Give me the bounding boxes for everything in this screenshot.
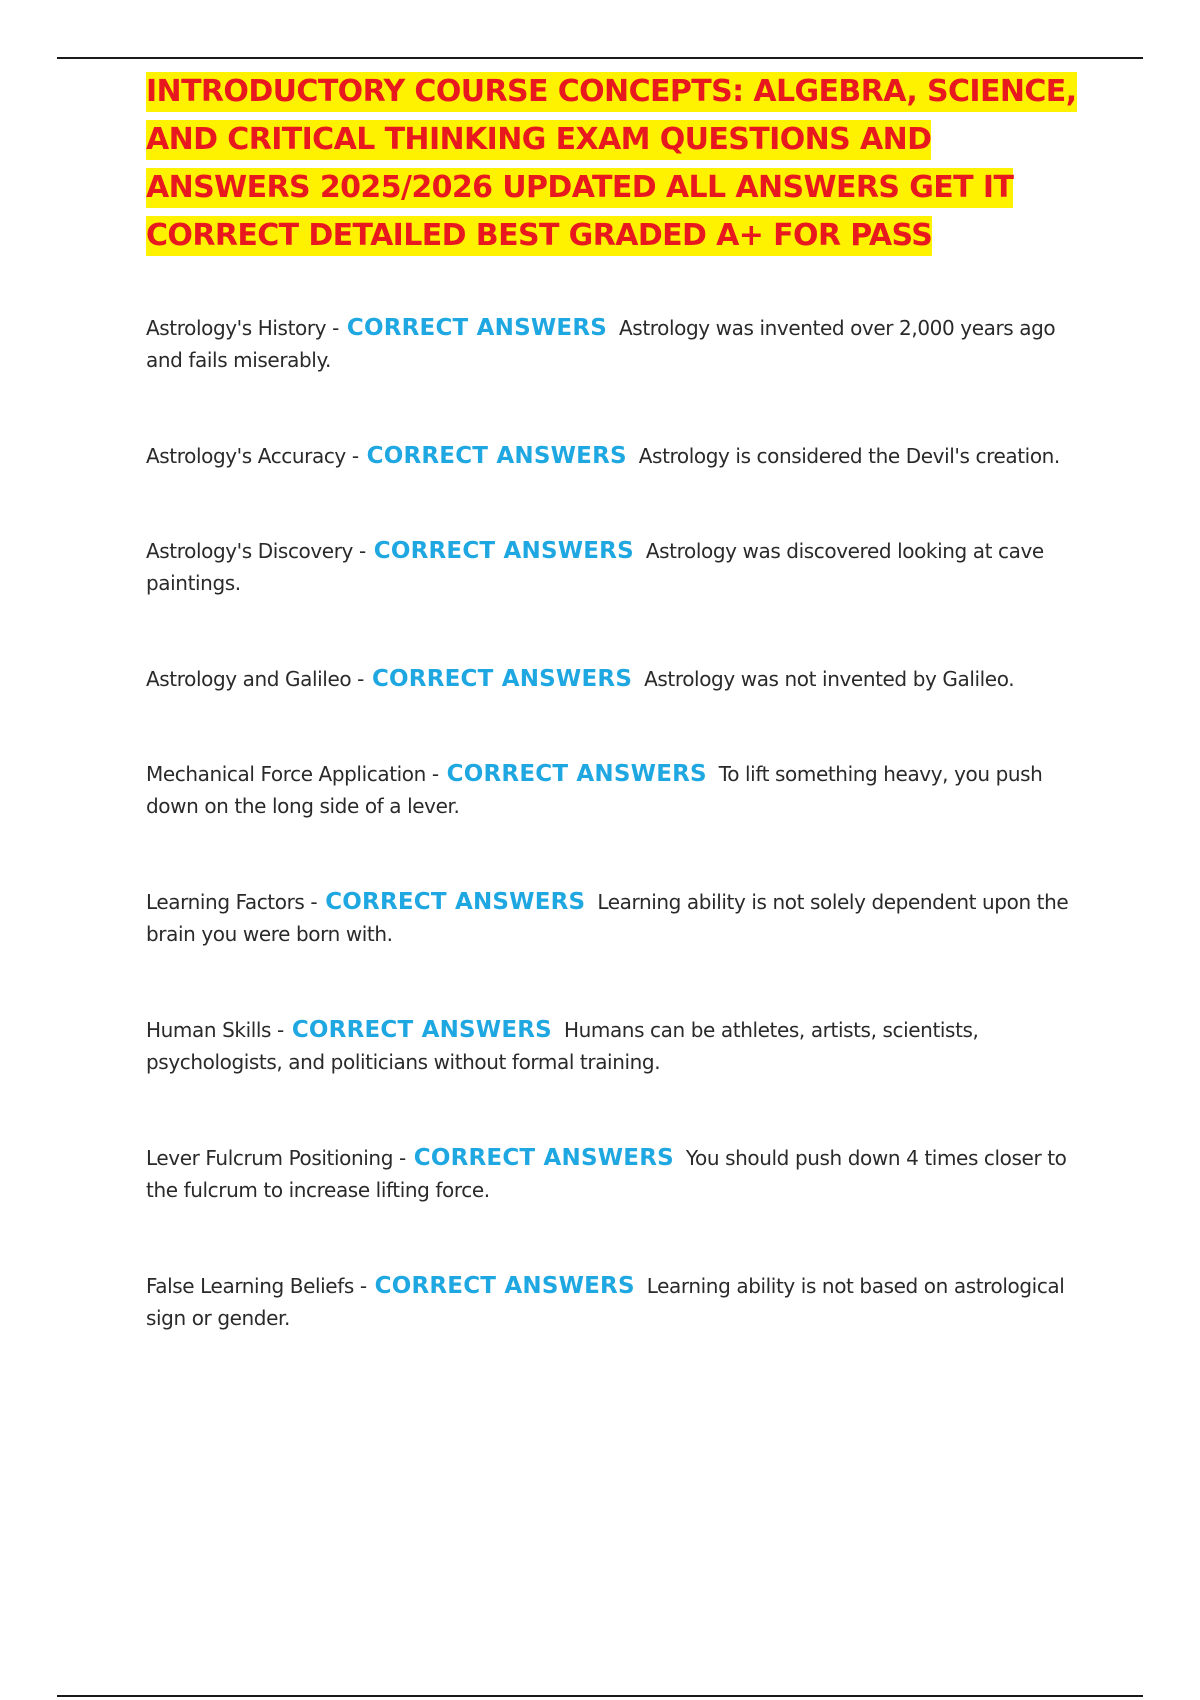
correct-answers-tag: CORRECT ANSWERS [325,889,586,915]
qa-separator: - [358,539,366,563]
top-rule [57,57,1143,59]
qa-separator: - [351,444,359,468]
qa-term: Astrology's Accuracy [146,444,346,468]
correct-answers-tag: CORRECT ANSWERS [346,315,608,341]
qa-item [146,440,1096,472]
qa-list [146,312,1096,1334]
qa-answer: Astrology is considered the Devil's creation. [638,444,1060,468]
qa-term: Human Skills [146,1018,272,1042]
qa-item [146,1142,1096,1206]
qa-term: Astrology and Galileo [146,667,352,691]
correct-answers-tag: CORRECT ANSWERS [446,761,707,787]
qa-term: False Learning Beliefs [146,1274,354,1298]
correct-answers-tag: CORRECT ANSWERS [413,1145,674,1171]
qa-term: Learning Factors [146,890,305,914]
qa-separator: - [332,316,339,340]
qa-item [146,1014,1096,1078]
qa-item [146,1270,1096,1334]
correct-answers-tag: CORRECT ANSWERS [373,538,634,564]
document-title-text: INTRODUCTORY COURSE CONCEPTS: ALGEBRA, SCIENCE, AND CRITICAL THINKING EXAM QUESTIONS AND ANSWERS 2025/2026 UPDATED ALL ANSWERS GET IT CORRECT DETAILED BEST GRADED A+ FOR PASS [146,72,1077,256]
qa-answer: Humans can be athletes, artists, scientists, psychologists, and politicians without formal training. [146,1018,979,1074]
qa-item [146,663,1096,695]
bottom-rule [57,1695,1143,1697]
correct-answers-tag: CORRECT ANSWERS [366,443,627,469]
qa-answer: To lift something heavy, you push down on the long side of a lever. [146,762,1043,818]
correct-answers-tag: CORRECT ANSWERS [291,1017,552,1043]
qa-answer: Astrology was not invented by Galileo. [644,667,1015,691]
qa-term: Astrology's History [146,316,327,340]
document-title [146,68,1096,260]
qa-separator: - [398,1146,406,1170]
qa-answer: Astrology was discovered looking at cave paintings. [146,539,1044,595]
qa-separator: - [431,762,439,786]
qa-item [146,535,1096,599]
qa-answer: Learning ability is not based on astrological sign or gender. [146,1274,1065,1330]
qa-answer: Learning ability is not solely dependent upon the brain you were born with. [146,890,1069,946]
qa-term: Lever Fulcrum Positioning [146,1146,393,1170]
qa-term: Mechanical Force Application [146,762,426,786]
qa-answer: Astrology was invented over 2,000 years ago and fails miserably. [146,316,1056,372]
qa-item [146,312,1096,376]
qa-term: Astrology's Discovery [146,539,353,563]
correct-answers-tag: CORRECT ANSWERS [374,1273,635,1299]
qa-separator: - [357,667,364,691]
qa-separator: - [277,1018,284,1042]
qa-separator: - [310,890,318,914]
document-body [146,68,1096,1334]
qa-item [146,758,1096,822]
qa-answer: You should push down 4 times closer to the fulcrum to increase lifting force. [146,1146,1067,1202]
correct-answers-tag: CORRECT ANSWERS [371,666,633,692]
qa-item [146,886,1096,950]
qa-separator: - [359,1274,367,1298]
